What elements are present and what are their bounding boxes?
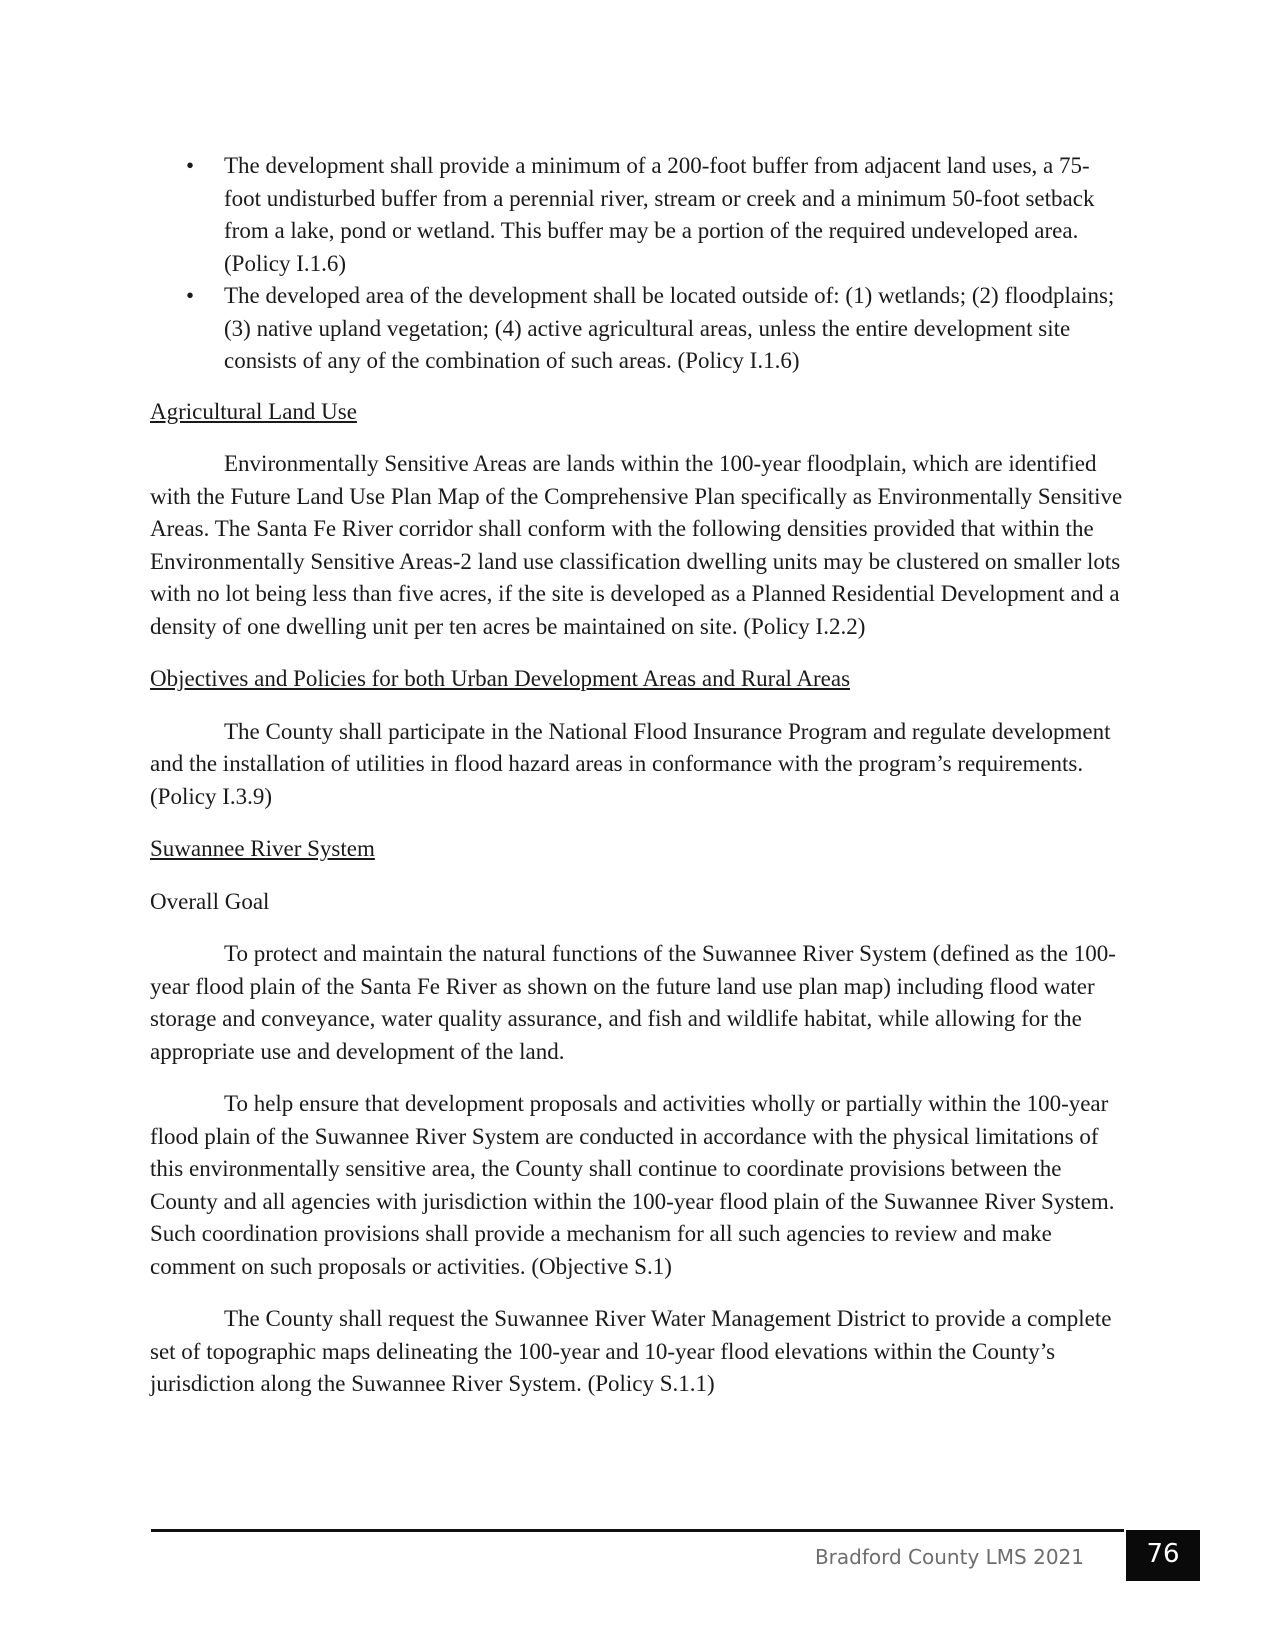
bullet-icon: •: [186, 153, 195, 178]
section-heading-objectives: Objectives and Policies for both Urban Development Areas and Rural Areas: [150, 666, 851, 691]
list-item: [150, 150, 1125, 280]
subheading-overall-goal: Overall Goal: [150, 888, 270, 914]
footer-divider: [151, 1529, 1124, 1532]
section-heading-agricultural: Agricultural Land Use: [150, 398, 357, 424]
page-body: [150, 150, 1125, 1421]
paragraph-suwannee-goal: To protect and maintain the natural functions of the Suwannee River System (defined as the 100-year flood plain of the Santa Fe River as shown on the future land use plan map) including flood water storage and conveyance, water quality assurance, and fish and wildlife habitat, while allowing for the appropriate use and development of the land.: [150, 941, 1116, 1064]
section-heading-suwannee: Suwannee River System: [150, 836, 375, 861]
list-item-text: The developed area of the development shall be located outside of: (1) wetlands; (2) floodplains; (3) native upland vegetation; (4) active agricultural areas, unless the entire development site consists of any of the combination of such areas. (Policy I.1.6): [224, 283, 1115, 373]
bullet-list: [150, 150, 1125, 378]
paragraph-agricultural: Environmentally Sensitive Areas are lands within the 100-year floodplain, which are identified with the Future Land Use Plan Map of the Comprehensive Plan specifically as Environmentally Sensitive Areas. The Santa Fe River corridor shall conform with the following densities provided that within the Environmentally Sensitive Areas-2 land use classification dwelling units may be clustered on smaller lots with no lot being less than five acres, if the site is developed as a Planned Residential Development and a density of one dwelling unit per ten acres be maintained on site. (Policy I.2.2): [150, 451, 1123, 639]
list-item: [150, 280, 1125, 378]
paragraph-objectives: The County shall participate in the National Flood Insurance Program and regulate development and the installation of utilities in flood hazard areas in conformance with the program’s requirements. (Policy I.3.9): [150, 718, 1111, 809]
paragraph-suwannee-policy: The County shall request the Suwannee River Water Management District to provide a complete set of topographic maps delineating the 100-year and 10-year flood elevations within the County’s jurisdiction along the Suwannee River System. (Policy S.1.1): [150, 1306, 1112, 1396]
footer-document-name: Bradford County LMS 2021: [814, 1545, 1084, 1569]
paragraph-suwannee-objective: To help ensure that development proposals and activities wholly or partially within the 100-year flood plain of the Suwannee River System are conducted in accordance with the physical limitations of this environmentally sensitive area, the County shall continue to coordinate provisions between the County and all agencies with jurisdiction within the 100-year flood plain of the Suwannee River System. Such coordination provisions shall provide a mechanism for all such agencies to review and make comment on such proposals or activities. (Objective S.1): [150, 1091, 1115, 1279]
bullet-icon: •: [186, 283, 195, 308]
page-number-badge: 76: [1126, 1530, 1200, 1581]
list-item-text: The development shall provide a minimum of a 200-foot buffer from adjacent land uses, a 75-foot undisturbed buffer from a perennial river, stream or creek and a minimum 50-foot setback from a lake, pond or wetland. This buffer may be a portion of the required undeveloped area. (Policy I.1.6): [224, 153, 1095, 276]
